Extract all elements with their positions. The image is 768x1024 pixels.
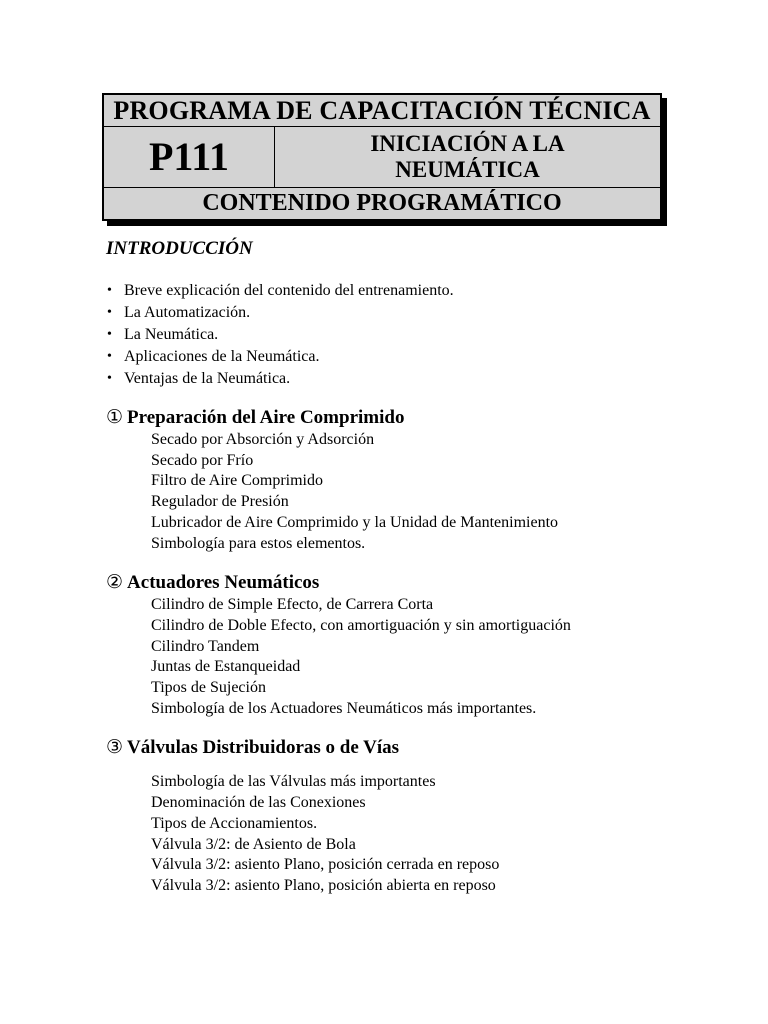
section-heading <box>106 571 746 595</box>
bullet-icon: • <box>107 349 112 364</box>
list-item: Filtro de Aire Comprimido <box>151 472 323 490</box>
list-item: Lubricador de Aire Comprimido y la Unidad de Mantenimiento <box>151 513 559 531</box>
list-item: Cilindro de Simple Efecto, de Carrera Corta <box>151 596 434 614</box>
list-item: Simbología para estos elementos. <box>151 534 366 552</box>
intro-item <box>106 346 746 368</box>
list-item: Válvula 3/2: asiento Plano, posición abierta en reposo <box>151 876 496 894</box>
circled-number-3-icon: ③ <box>106 737 124 759</box>
section-item-list <box>106 595 746 719</box>
circled-number-2-icon: ② <box>106 572 124 594</box>
section-item-list <box>106 772 746 896</box>
bullet-icon: • <box>107 371 112 386</box>
section-title: Válvulas Distribuidoras o de Vías <box>127 737 400 759</box>
header-box <box>102 93 662 221</box>
intro-item <box>106 280 746 302</box>
bullet-icon: • <box>107 283 112 298</box>
section-item-list <box>106 430 746 554</box>
course-name-line-1: INICIACIÓN A LA <box>370 131 565 156</box>
intro-item-text: La Neumática. <box>124 326 219 343</box>
header-block <box>102 93 662 221</box>
section-title: Preparación del Aire Comprimido <box>127 407 405 428</box>
section-heading <box>106 406 746 430</box>
list-item: Cilindro Tandem <box>151 637 260 655</box>
circled-number-1-icon: ① <box>106 407 124 428</box>
intro-item-text: Breve explicación del contenido del entrenamiento. <box>124 282 454 299</box>
list-item: Cilindro de Doble Efecto, con amortiguación y sin amortiguación <box>151 616 571 634</box>
list-item: Denominación de las Conexiones <box>151 794 366 812</box>
bullet-icon: • <box>107 327 112 342</box>
contents-subtitle: CONTENIDO PROGRAMÁTICO <box>202 190 562 216</box>
intro-item <box>106 302 746 324</box>
intro-item-text: Aplicaciones de la Neumática. <box>124 348 320 365</box>
list-item: Simbología de las Válvulas más importantes <box>151 773 436 791</box>
course-name <box>275 127 660 187</box>
intro-heading: INTRODUCCIÓN <box>106 238 253 259</box>
list-item: Válvula 3/2: asiento Plano, posición cerrada en reposo <box>151 856 500 874</box>
list-item: Tipos de Sujeción <box>151 679 266 697</box>
intro-item <box>106 368 746 390</box>
list-item: Juntas de Estanqueidad <box>151 658 301 676</box>
list-item: Tipos de Accionamientos. <box>151 814 318 832</box>
intro-item <box>106 324 746 346</box>
list-item: Secado por Frío <box>151 451 254 469</box>
section-heading <box>106 736 746 760</box>
intro-item-text: La Automatización. <box>124 304 251 321</box>
list-item: Secado por Absorción y Adsorción <box>151 431 375 448</box>
course-code: P111 <box>104 127 275 187</box>
section-pneumatic-actuators <box>106 571 746 719</box>
document-body <box>106 236 746 914</box>
list-item: Regulador de Presión <box>151 493 289 511</box>
course-row <box>104 127 660 188</box>
section-distribution-valves <box>106 736 746 896</box>
bullet-icon: • <box>107 305 112 320</box>
section-title: Actuadores Neumáticos <box>127 572 320 594</box>
program-title: PROGRAMA DE CAPACITACIÓN TÉCNICA <box>104 95 660 127</box>
section-air-preparation <box>106 406 746 554</box>
intro-list <box>106 280 746 390</box>
intro-item-text: Ventajas de la Neumática. <box>124 370 291 387</box>
list-item: Simbología de los Actuadores Neumáticos más importantes. <box>151 699 537 717</box>
course-name-line-2: NEUMÁTICA <box>395 157 540 182</box>
list-item: Válvula 3/2: de Asiento de Bola <box>151 835 356 853</box>
